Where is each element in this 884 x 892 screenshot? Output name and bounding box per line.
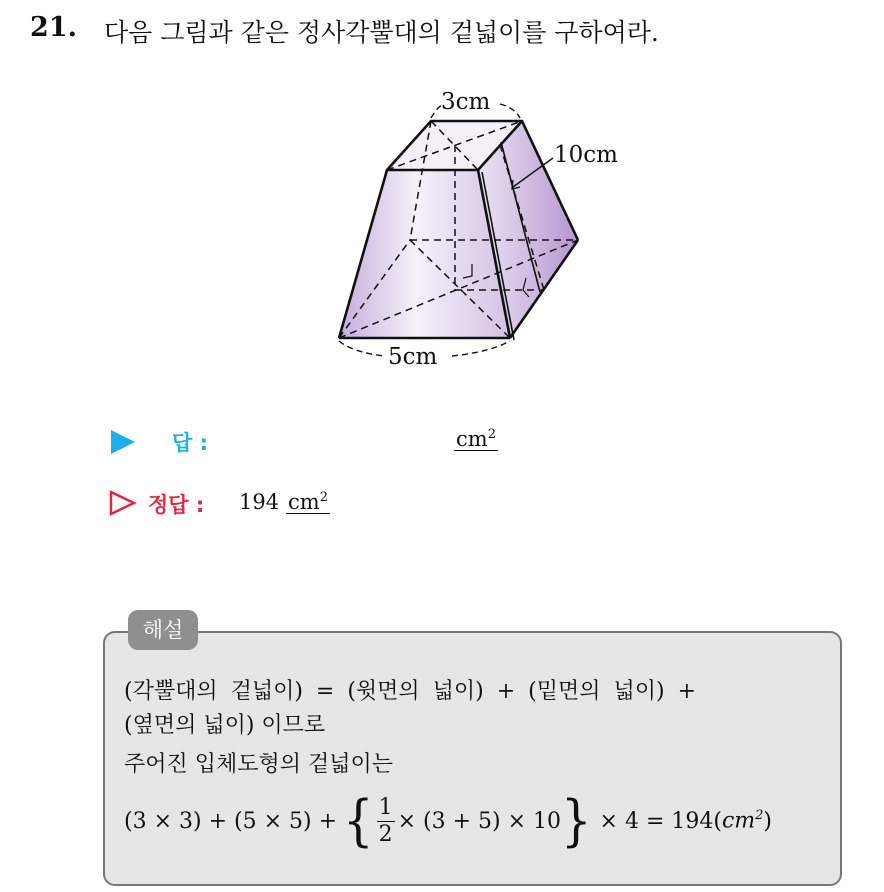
bottom-edge-label: 5cm xyxy=(388,344,438,370)
correct-unit: $cm^2$ xyxy=(286,487,330,514)
answer-unit[interactable]: $cm^2$ xyxy=(454,424,498,451)
correct-value: 194 xyxy=(239,490,280,514)
fraction-half xyxy=(377,795,395,848)
slant-height-label: 10cm xyxy=(554,142,618,168)
formula-part-3: × 4 = 194( xyxy=(599,808,722,834)
formula-unit: $cm^2$ xyxy=(721,808,764,834)
fraction-numerator: 1 xyxy=(378,794,393,820)
fraction-denominator: 2 xyxy=(378,821,393,847)
formula-part-2: × (3 + 5) × 10 xyxy=(397,808,561,834)
answer-label: 답 : xyxy=(172,431,208,455)
explanation-formula xyxy=(124,790,772,852)
explanation-line-1: (각뿔대의 겉넓이) = (윗면의 넓이) + (밑면의 넓이) + xyxy=(124,679,697,704)
play-outline-icon xyxy=(108,489,138,517)
question-number: 21. xyxy=(30,12,77,43)
right-brace: } xyxy=(560,788,592,854)
correct-label: 정답 : xyxy=(148,493,205,517)
top-edge-label: 3cm xyxy=(441,89,491,115)
formula-close: ) xyxy=(763,808,773,834)
formula-part-1: (3 × 3) + (5 × 5) + xyxy=(124,808,338,834)
explanation-line-2: (옆면의 넓이) 이므로 xyxy=(124,713,326,738)
explanation-line-3: 주어진 입체도형의 겉넓이는 xyxy=(124,752,394,777)
left-brace: { xyxy=(343,788,374,854)
play-filled-icon xyxy=(108,428,138,456)
explanation-tag: 해설 xyxy=(128,610,198,650)
question-text: 다음 그림과 같은 정사각뿔대의 겉넓이를 구하여라. xyxy=(104,18,659,47)
